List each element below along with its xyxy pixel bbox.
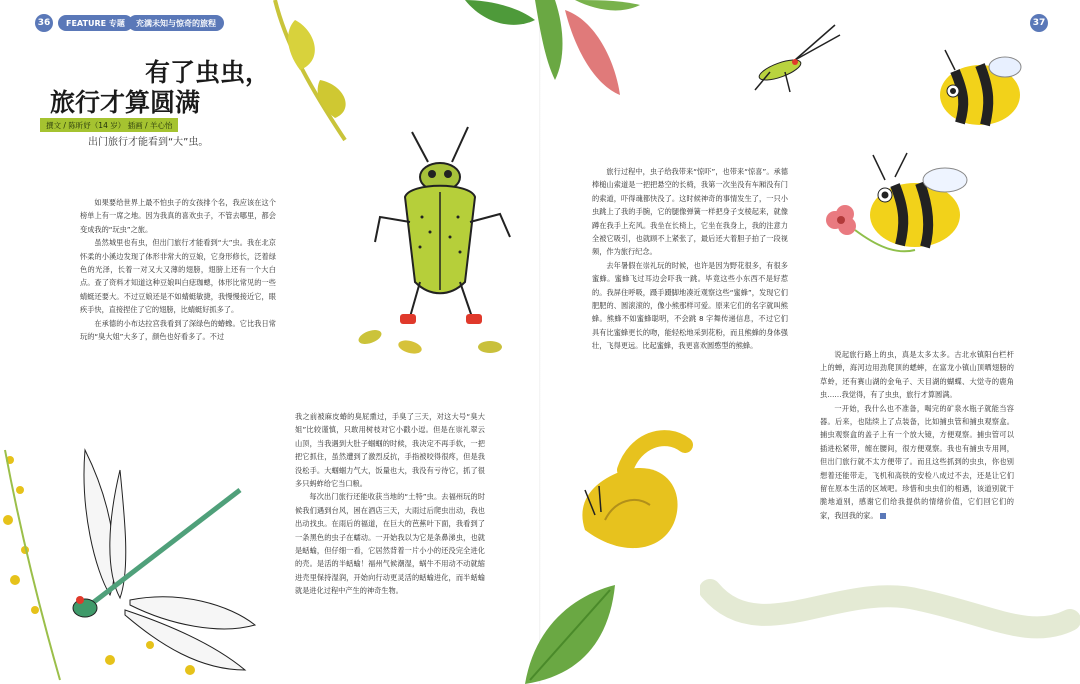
semi-slug-illustration <box>565 420 705 570</box>
end-mark-icon <box>880 513 886 519</box>
bumblebee-illustration <box>925 45 1035 135</box>
paragraph: 在承德的小布达拉宫我看到了深绿色的蝽蟓。它比我日常玩的“臭大姐”大多了，颜色也好看多了。不过 <box>80 318 276 342</box>
bumblebee-on-flower-illustration <box>815 145 985 285</box>
page-number-right: 37 <box>1030 14 1048 32</box>
leaf-illustration <box>515 585 625 684</box>
paragraph: 去年暑假在崇礼玩的时候，也许是因为野花很多，有很多蜜蜂。蜜蜂飞过耳边会吓我一跳。毕竟这些小东西不是好惹的。我屏住呼吸，蹑手蹑脚地凑近观察这些“蜜蜂”，发现它们肥肥的、圆滚滚的，像小熊那样可爱。原来它们的名字就叫熊蜂。熊蜂不如蜜蜂聪明，不会跳 8 字舞传递信息，不过它们具有比蜜蜂更长的吻，能轻松地采到花粉，而且熊蜂的身体强壮，飞得更远。比起蜜蜂，我更喜欢圆憨型的熊蜂。 <box>592 260 788 351</box>
text-column-1 <box>80 196 276 343</box>
paragraph: 如果要给世界上最不怕虫子的女孩排个名，我应该在这个榜单上有一席之地。因为我真的喜欢虫子，不管去哪里，都会变成我的“玩虫”之旅。 <box>80 198 276 234</box>
subtitle: 出门旅行才能看到“大”虫。 <box>88 137 209 148</box>
paragraph-text: 一开始，我什么也不准备，喝完的矿泉水瓶子就能当容器。后来，也陆续上了点装备，比如捕虫管和捕虫观察盒。捕虫观察盒的盖子上有一个放大镜，方便观察。捕虫管可以插进松紧带，缠在腰间，很方便观察。我也有捕虫专用网，但出门旅行就不太方便带了。而且这些抓到的虫虫，你也别想着还能带走，飞机和高铁的安检八成过不去，还是让它们留在原本生活的区域吧。珍惜和虫虫们的相遇，该道别就干脆地道别，感谢它们给我提供的情绪价值，它们回它们的家，我回我的家。 <box>820 403 1014 520</box>
paragraph: 说起旅行路上的虫，真是太多太多。古北水镇阳台栏杆上的蝉，海河边用劲爬顶的蟋蟀，在富龙小镇山顶晒翅膀的草蛉，还有赛山湖的金龟子、天目湖的蝴蝶、大觉寺的鹿角虫……我觉得，有了虫虫，旅行才算圆满。 <box>820 350 1014 400</box>
feature-tag: FEATURE 专题 <box>58 15 133 31</box>
paragraph: 我之前被麻皮蝽的臭屁熏过，手臭了三天，对这大号“臭大姐”比较谨慎，只敢用树枝对它小戳小逗。但是在崇礼翠云山顶，当我遇到大肚子蝈蝈的时候，我决定不再手软，一把把它抓住，虽然遭到了激烈反抗，手指被咬得很疼，但是我没松手。大蝈蝈力气大，饭量也大，我没有亏待它，抓了很多只蚂蚱给它当口粮。 <box>295 412 485 489</box>
topic-tag: 充满未知与惊奇的旅程 <box>128 15 224 31</box>
paragraph: 每次出门旅行还能收获当地的“土特”虫。去福州玩的时候我们遇到台风，困在酒店三天，大雨过后爬虫出动，我也出动找虫。在雨后的福道，在巨大的芭蕉叶下面，我看到了一条黑色的虫子在蠕动。一开始我以为它是条鼻涕虫，也就是蛞蝓，但仔细一看，它居然背着一片小小的还没完全进化的壳。是活的半蛞蝓！福州气候潮湿，蜗牛不用动不动就缩进壳里保持湿润，开始向行动更灵活的蛞蝓进化，而半蛞蝓就是进化过程中产生的神奇生物。 <box>295 492 485 596</box>
title-line-2: 旅行才算圆满 <box>50 88 201 117</box>
text-column-4 <box>820 348 1014 522</box>
tropical-leaves-illustration <box>445 0 645 110</box>
text-column-2 <box>295 410 485 598</box>
grasshopper-illustration <box>740 20 850 100</box>
page-number-left: 36 <box>35 14 53 32</box>
paragraph <box>820 402 1014 523</box>
byline: 撰文 / 陈昕妤（14 岁） 插画 / 羊心怡 <box>40 118 178 132</box>
dragonfly-illustration <box>0 430 270 684</box>
paragraph: 旅行过程中，虫子给我带来“惊吓”，也带来“惊喜”。承德棒槌山索道是一把把悬空的长椅，我第一次坐没有车厢没有门的索道，吓得魂都快没了。这时候神奇的事情发生了，一只小虫跳上了我的手腕，它的腿像弹簧一样把身子支棱起来，就像蹲在我手上充风。我坐在长椅上，它坐在我身上，我的注意力全被它吸引，也就顾不上紧张了，最后还大着胆子拍了一段视频，作为旅行纪念。 <box>592 167 788 257</box>
title-line-1: 有了虫虫， <box>144 58 270 87</box>
text-column-3 <box>592 165 788 353</box>
paragraph: 虽然城里也有虫，但出门旅行才能看到“大”虫。我在北京怀柔的小溪边发现了体形非常大的豆娘，它身形修长，泛着绿色的光泽，长着一对又大又薄的翅膀，翅膀上还有一个大白点。查了资料才知道这种豆娘叫白痣珈蟌，体形比常见的一些蜻蜓还要大。不过豆娘还是不如蜻蜓敏捷，我慢慢接近它，眼疾手快，直接捏住了它的翅膀，比蜻蜓好抓多了。 <box>80 238 276 315</box>
paint-trail-decoration <box>700 560 1080 684</box>
stink-bug-illustration <box>350 122 530 362</box>
article-title <box>40 58 270 118</box>
